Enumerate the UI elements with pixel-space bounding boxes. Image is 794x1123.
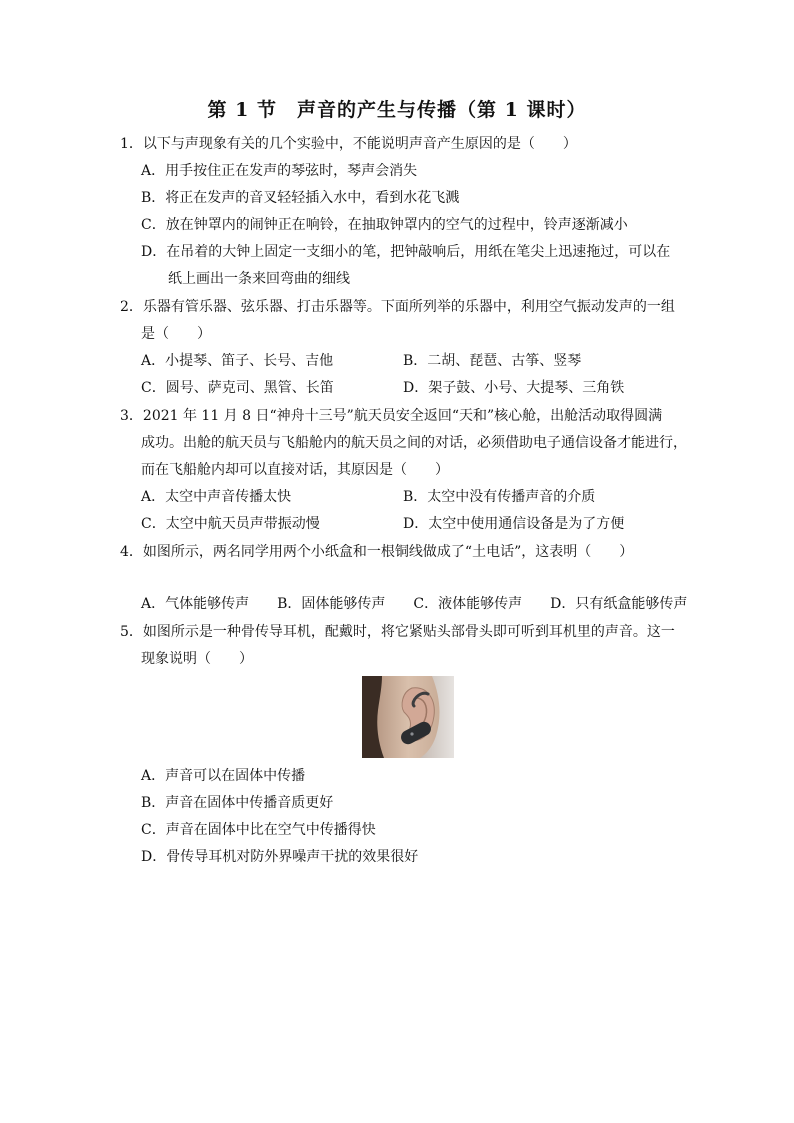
question-1-option-b: B．将正在发声的音叉轻轻插入水中，看到水花飞溅 xyxy=(141,190,460,206)
question-2-stem: 2．乐器有管乐器、弦乐器、打击乐器等。下面所列举的乐器中，利用空气振动发声的一组 xyxy=(120,299,675,315)
question-3-option-b: B．太空中没有传播声音的介质 xyxy=(403,489,596,505)
question-1-stem: 1．以下与声现象有关的几个实验中，不能说明声音产生原因的是（ ） xyxy=(120,136,577,152)
question-2-stem-continued: 是（ ） xyxy=(141,326,211,342)
question-1-option-c: C．放在钟罩内的闹钟正在响铃，在抽取钟罩内的空气的过程中，铃声逐渐减小 xyxy=(141,217,628,233)
question-1-option-d-continued: 纸上画出一条来回弯曲的细线 xyxy=(168,271,350,287)
question-1-option-a: A．用手按住正在发声的琴弦时，琴声会消失 xyxy=(141,163,418,179)
question-3-option-c: C．太空中航天员声带振动慢 xyxy=(141,516,320,532)
question-3-stem-line-2: 成功。出舱的航天员与飞船舱内的航天员之间的对话，必须借助电子通信设备才能进行， xyxy=(141,435,687,451)
question-5-stem-continued: 现象说明（ ） xyxy=(141,651,253,667)
question-2-option-c: C．圆号、萨克司、黑管、长笛 xyxy=(141,380,334,396)
question-3-option-d: D．太空中使用通信设备是为了方便 xyxy=(403,516,625,532)
question-3-stem: 3．2021 年 11 月 8 日“神舟十三号”航天员安全返回“天和”核心舱，出舱活动取得圆满 xyxy=(120,408,663,424)
question-5-option-c: C．声音在固体中比在空气中传播得快 xyxy=(141,822,376,838)
page-title: 第 1 节 声音的产生与传播（第 1 课时） xyxy=(207,99,587,121)
question-1-option-d: D．在吊着的大钟上固定一支细小的笔，把钟敲响后，用纸在笔尖上迅速拖过，可以在 xyxy=(141,244,671,260)
question-3-stem-line-3: 而在飞船舱内却可以直接对话，其原因是（ ） xyxy=(141,462,449,478)
question-2-option-d: D．架子鼓、小号、大提琴、三角铁 xyxy=(403,380,625,396)
question-4-stem: 4．如图所示，两名同学用两个小纸盒和一根铜线做成了“土电话”，这表明（ ） xyxy=(120,544,634,560)
question-2-option-b: B．二胡、琵琶、古筝、竖琴 xyxy=(403,353,582,369)
question-2-option-a: A．小提琴、笛子、长号、吉他 xyxy=(141,353,334,369)
question-3-option-a: A．太空中声音传播太快 xyxy=(141,489,292,505)
question-5-option-a: A．声音可以在固体中传播 xyxy=(141,768,306,784)
question-5-option-b: B．声音在固体中传播音质更好 xyxy=(141,795,334,811)
question-5-stem: 5．如图所示是一种骨传导耳机，配戴时，将它紧贴头部骨头即可听到耳机里的声音。这一 xyxy=(120,624,675,640)
bone-conduction-earphone-photo xyxy=(362,676,454,758)
question-5-option-d: D．骨传导耳机对防外界噪声干扰的效果很好 xyxy=(141,849,419,865)
ear-with-earphone-illustration xyxy=(362,676,454,758)
question-4-options: A．气体能够传声 B．固体能够传声 C．液体能够传声 D．只有纸盒能够传声 xyxy=(141,596,688,612)
